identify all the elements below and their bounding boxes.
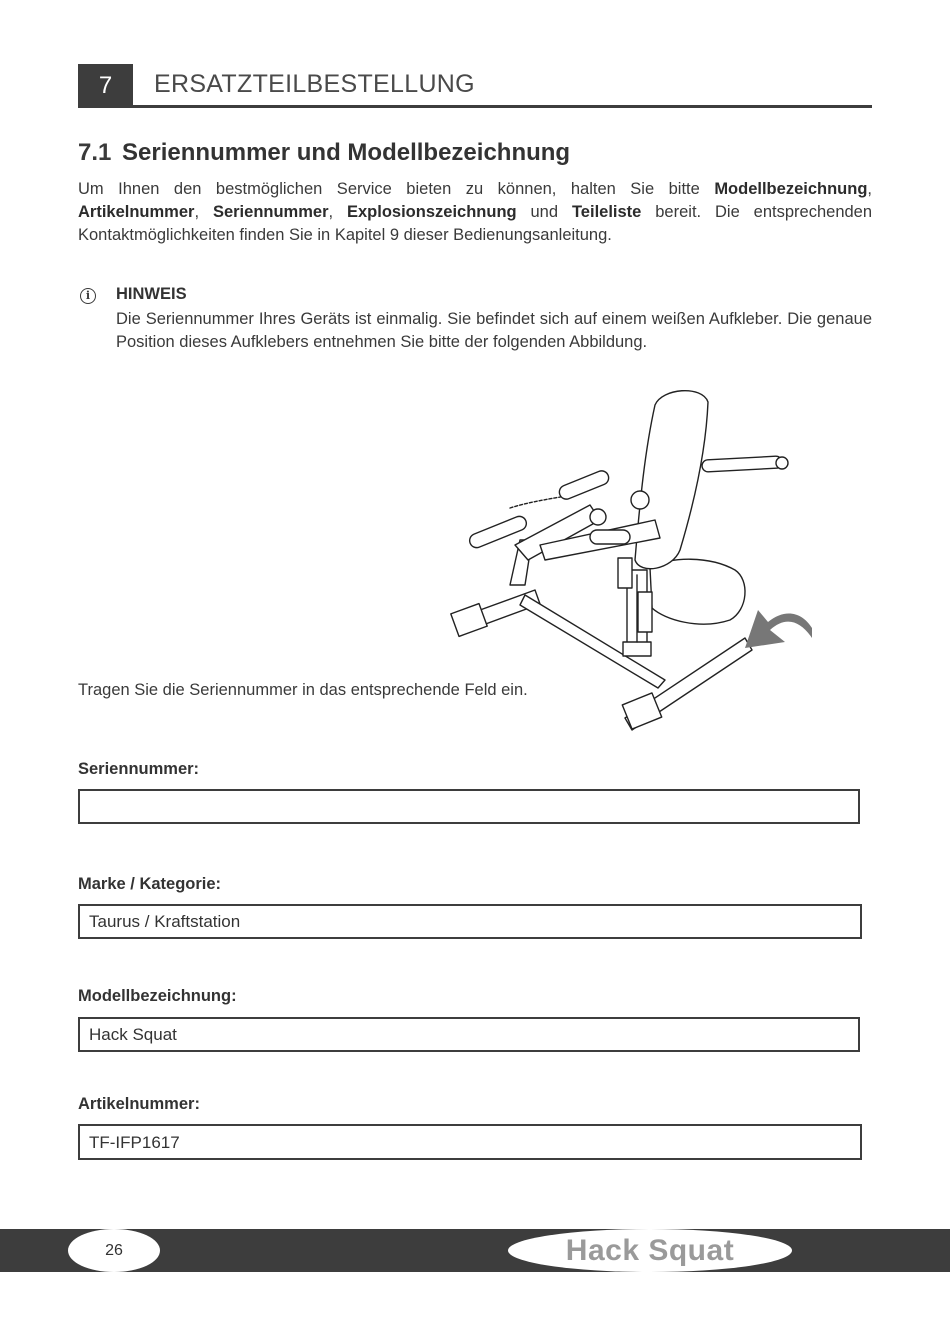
field-label-marke: Marke / Kategorie: (78, 875, 222, 893)
page-number: 26 (68, 1229, 160, 1272)
footer-product-name: Hack Squat (508, 1229, 792, 1272)
instruction-text: Tragen Sie die Seriennummer in das entsprechende Feld ein. (78, 681, 528, 699)
section-title (78, 139, 570, 167)
right-handle (702, 456, 783, 472)
section-number: 7.1 (78, 139, 112, 166)
upper-roller (631, 491, 649, 509)
term-artikelnummer: Artikelnummer (78, 203, 195, 221)
seriennummer-field[interactable] (78, 789, 860, 824)
right-handle-cap (776, 457, 788, 469)
note-title: HINWEIS (116, 285, 187, 303)
term-modellbezeichnung: Modellbezeichnung (714, 180, 868, 198)
field-label-seriennummer: Seriennummer: (78, 760, 200, 778)
note-text: Die Seriennummer Ihres Geräts ist einmalig. Sie befindet sich auf einem weißen Aufkleber. Die genaue Position dieses Aufklebers entnehmen Sie bitte der folgenden Abbildung. (116, 310, 872, 351)
field-label-artikel: Artikelnummer: (78, 1095, 200, 1113)
marke-kategorie-field[interactable]: Taurus / Kraftstation (78, 904, 862, 939)
chapter-title: ERSATZTEILBESTELLUNG (154, 70, 475, 98)
section-heading: Seriennummer und Modellbezeichnung (122, 139, 571, 166)
term-teileliste: Teileliste (571, 203, 642, 221)
chapter-divider (133, 105, 872, 108)
artikelnummer-field[interactable]: TF-IFP1617 (78, 1124, 862, 1160)
backrest-pad (635, 391, 708, 569)
term-seriennummer: Seriennummer (212, 203, 329, 221)
pivot-roller (590, 509, 606, 525)
rear-foot-cap (451, 604, 487, 637)
modellbezeichnung-field[interactable]: Hack Squat (78, 1017, 860, 1052)
term-explosionszeichnung: Explosionszeichnung (347, 203, 517, 221)
chapter-number: 7 (78, 64, 133, 108)
adjust-plate (618, 558, 632, 588)
left-upper-handle (557, 469, 610, 501)
sticker-arrow-icon (745, 610, 812, 648)
info-circle-icon: i (80, 288, 96, 304)
chapter-header (78, 64, 872, 108)
intro-paragraph: Um Ihnen den bestmöglichen Service bieten zu können, halten Sie bitte Modellbezeichnung, Artikelnummer, Seriennummer, Explosionszeichnung und Teileliste bereit. Die entsprechenden Kontaktmöglichkeiten finden Sie in Kapitel 9 dieser Bedienungsanleitung. (78, 180, 873, 244)
seat-post-base (623, 642, 651, 656)
seat-pad (650, 559, 745, 624)
front-handle (590, 530, 630, 544)
seat-plate (638, 592, 652, 632)
field-label-modell: Modellbezeichnung: (78, 987, 237, 1005)
